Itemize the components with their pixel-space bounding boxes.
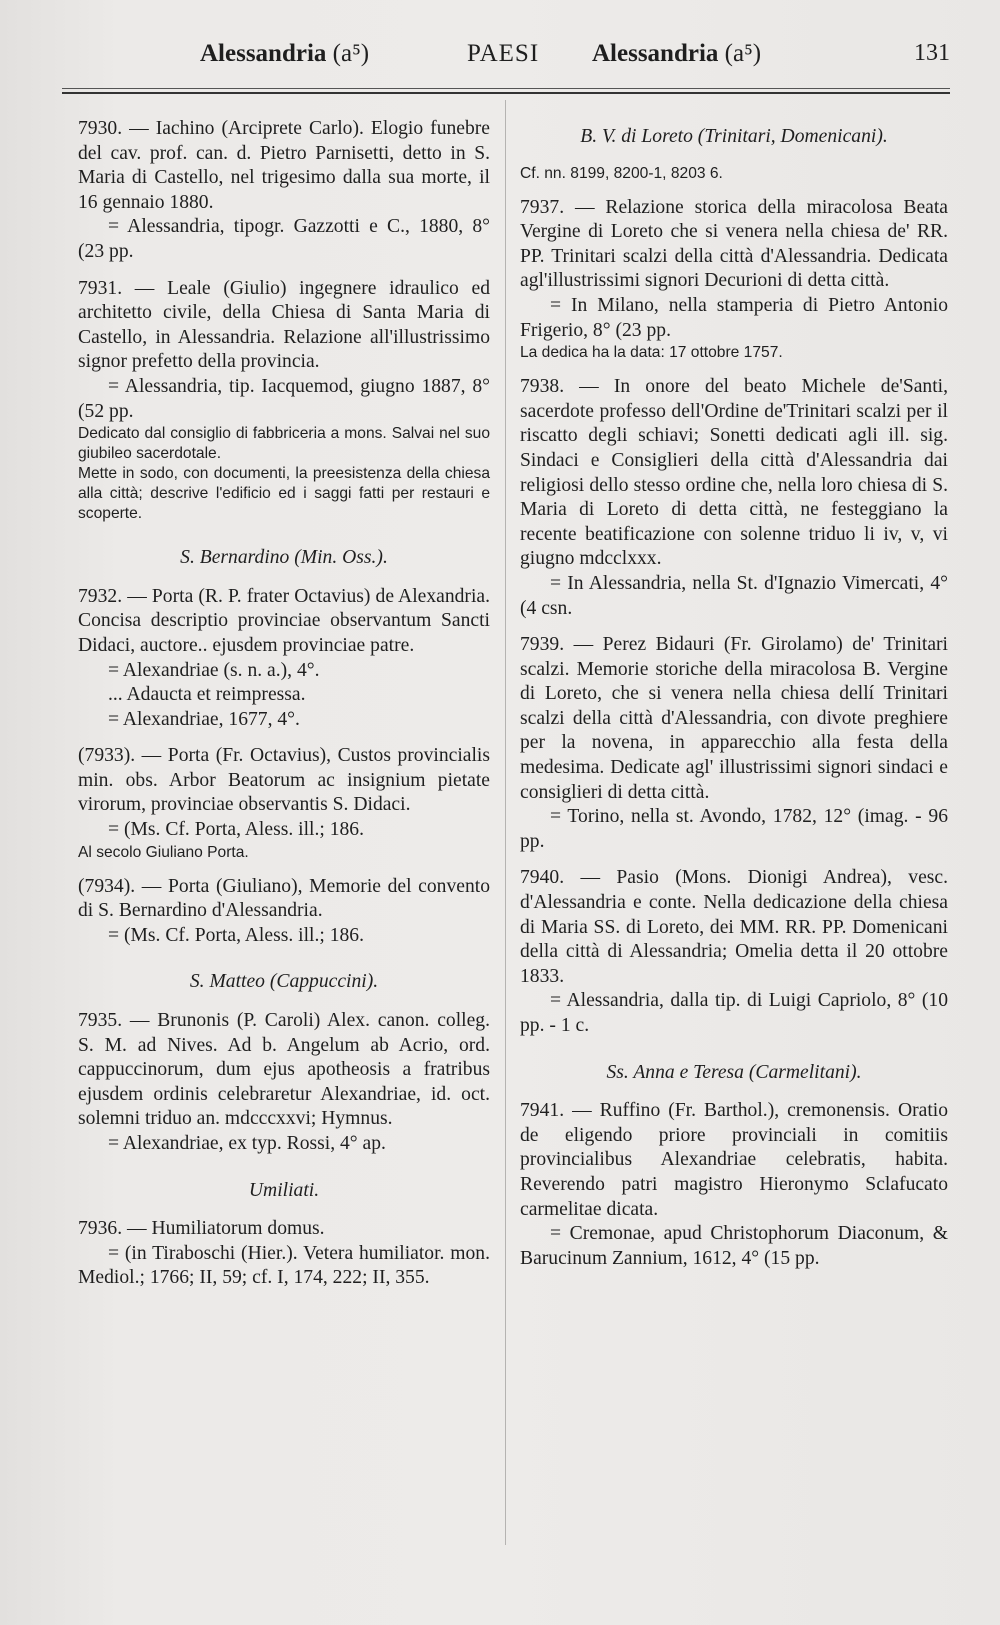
entry-7939-imprint: = Torino, nella st. Avondo, 1782, 12° (imag. - 96 pp. xyxy=(520,806,948,852)
entry-7932-imprint-1: = Alexandriae (s. n. a.), 4°. xyxy=(108,659,320,681)
entry-7931-title: 7931. — Leale (Giulio) ingegnere idraulico ed architetto civile, della Chiesa di Santa Maria di Castello, in Alessandria. Relazione all'illustrissimo signor prefetto della provincia. xyxy=(78,277,490,373)
cross-reference: Cf. nn. 8199, 8200-1, 8203 6. xyxy=(520,164,723,182)
section-heading-loreto: B. V. di Loreto (Trinitari, Domenicani). xyxy=(580,126,888,147)
entry-7932-edition: ... Adaucta et reimpressa. xyxy=(108,684,306,706)
entry-7937 xyxy=(520,196,948,364)
entry-7931 xyxy=(78,277,490,525)
entry-7939-title: 7939. — Perez Bidauri (Fr. Girolamo) de' Trinitari scalzi. Memorie storiche della miracolosa B. Vergine di Loreto, che si venera nella chiesa dellí Trinitari scalzi della città d'Alessandria, con divote preghiere per la novena, in apparecchio alla festa della medesima. Dedicate agl' illustrissimi signori sindaci e consiglieri di detta città. xyxy=(520,634,948,803)
entry-7931-note-2: Mette in sodo, con documenti, la preesistenza della chiesa alla città; descrive l'edificio ed i saggi fatti per restauri e scoperte. xyxy=(78,465,490,523)
entry-7930 xyxy=(78,117,490,265)
entry-7932-imprint-2: = Alexandriae, 1677, 4°. xyxy=(108,708,300,730)
entry-7935-title: 7935. — Brunonis (P. Caroli) Alex. canon. colleg. S. M. ad Nives. Ad b. Angelum ab Acrio, ord. cappuccinorum, dum ejus apotheosis a fratribus ejusdem ordinis celebraretur Alexandriae, id. oct. solemni triduo an. mdcccxxvi; Hymnus. xyxy=(78,1010,490,1130)
header-right: Alessandria (a⁵) xyxy=(592,40,762,67)
entry-7933-note: Al secolo Giuliano Porta. xyxy=(78,843,249,861)
entry-7940 xyxy=(520,866,948,1038)
entry-7940-imprint: = Alessandria, dalla tip. di Luigi Capriolo, 8° (10 pp. - 1 c. xyxy=(520,990,948,1036)
header-left: Alessandria (a⁵) xyxy=(200,40,370,67)
entry-7937-imprint: = In Milano, nella stamperia di Pietro Antonio Frigerio, 8° (23 pp. xyxy=(520,294,948,341)
entry-7938-imprint: = In Alessandria, nella St. d'Ignazio Vimercati, 4° (4 csn. xyxy=(520,572,948,619)
entry-7938 xyxy=(520,375,948,621)
entry-7941-imprint: = Cremonae, apud Christophorum Diaconum, & Barucinum Zannium, 1612, 4° (15 pp. xyxy=(520,1223,948,1269)
right-column xyxy=(520,117,948,1283)
entry-7935-imprint: = Alexandriae, ex typ. Rossi, 4° ap. xyxy=(108,1133,386,1154)
entry-7933-title: (7933). — Porta (Fr. Octavius), Custos provincialis min. obs. Arbor Beatorum ac insignium pietate virorum, provinciae observantis S. Didaci. xyxy=(78,745,490,816)
entry-7941 xyxy=(520,1099,948,1271)
entry-7934-imprint: = (Ms. Cf. Porta, Aless. ill.; 186. xyxy=(108,924,364,946)
entry-7940-title: 7940. — Pasio (Mons. Dionigi Andrea), vesc. d'Alessandria e conte. Nella dedicazione della chiesa di Maria SS. di Loreto, dei MM. RR. PP. Domenicani della città di Alessandria; Omelia detta il 20 ottobre 1833. xyxy=(520,867,948,987)
entry-7934 xyxy=(78,875,490,949)
entry-7936-title: 7936. — Humiliatorum domus. xyxy=(78,1218,325,1240)
entry-7932-title: 7932. — Porta (R. P. frater Octavius) de Alexandria. Concisa descriptio provinciae observantum Sancti Didaci, auctore.. ejusdem provinciae patre. xyxy=(78,585,490,656)
entry-7937-title: 7937. — Relazione storica della miracolosa Beata Vergine di Loreto che si venera nella chiesa de' RR. PP. Trinitari scalzi della città d'Alessandria. Dedicata agl'illustrissimi signori Decurioni di detta città. xyxy=(520,196,948,292)
page-number: 131 xyxy=(914,40,950,66)
header-rule-thin xyxy=(62,88,950,89)
entry-7930-imprint: = Alessandria, tipogr. Gazzotti e C., 1880, 8° (23 pp. xyxy=(78,216,490,262)
entry-7941-title: 7941. — Ruffino (Fr. Barthol.), cremonensis. Oratio de eligendo priore provinciali in comitiis provincialibus Alexandriae celebratis, habita. Reverendo patri magistro Hieronymo Sclafucato carmelitae dicata. xyxy=(520,1100,948,1220)
header-center: PAESI xyxy=(467,40,540,67)
entry-7932 xyxy=(78,585,490,733)
entry-7936 xyxy=(78,1217,490,1291)
running-header xyxy=(62,40,950,80)
entry-7937-note: La dedica ha la data: 17 ottobre 1757. xyxy=(520,344,783,362)
section-heading-umiliati: Umiliati. xyxy=(248,1179,320,1201)
section-heading-anna-teresa: Ss. Anna e Teresa (Carmelitani). xyxy=(606,1061,862,1083)
section-heading-matteo: S. Matteo (Cappuccini). xyxy=(189,971,379,993)
entry-7936-imprint: = (in Tiraboschi (Hier.). Vetera humiliator. mon. Mediol.; 1766; II, 59; cf. I, 174, 222; II, 355. xyxy=(78,1242,490,1289)
entry-7934-title: (7934). — Porta (Giuliano), Memorie del convento di S. Bernardino d'Alessandria. xyxy=(78,875,490,922)
entry-7933-imprint: = (Ms. Cf. Porta, Aless. ill.; 186. xyxy=(108,819,364,841)
column-divider xyxy=(505,100,506,1545)
entry-7938-title: 7938. — In onore del beato Michele de'Santi, sacerdote professo dell'Ordine de'Trinitari scalzi per il riscatto degli schiavi; Sonetti dedicati agli ill. sig. Sindaci e Consiglieri della città d'Alessandria dai religiosi dello stesso ordine che, nella loro chiesa di S. Maria di Loreto di detta città, ne festeggiano la recente beatificazione con solenne triduo li iv, v, vi giugno mdcclxxx. xyxy=(520,376,948,570)
entry-7931-note-1: Dedicato dal consiglio di fabbriceria a mons. Salvai nel suo giubileo sacerdotale. xyxy=(78,425,490,463)
section-heading-bernardino: S. Bernardino (Min. Oss.). xyxy=(180,547,388,569)
left-column xyxy=(78,117,490,1303)
entry-7935 xyxy=(78,1009,490,1157)
entry-7930-title: 7930. — Iachino (Arciprete Carlo). Elogio funebre del cav. prof. can. d. Pietro Parnisetti, detto in S. Maria di Castello, nel trigesimo dalla sua morte, il 16 gennaio 1880. xyxy=(78,118,490,213)
entry-7933 xyxy=(78,744,490,862)
entry-7931-imprint: = Alessandria, tip. Iacquemod, giugno 1887, 8° (52 pp. xyxy=(78,375,490,422)
entry-7939 xyxy=(520,633,948,854)
header-rule-thick xyxy=(62,92,950,94)
